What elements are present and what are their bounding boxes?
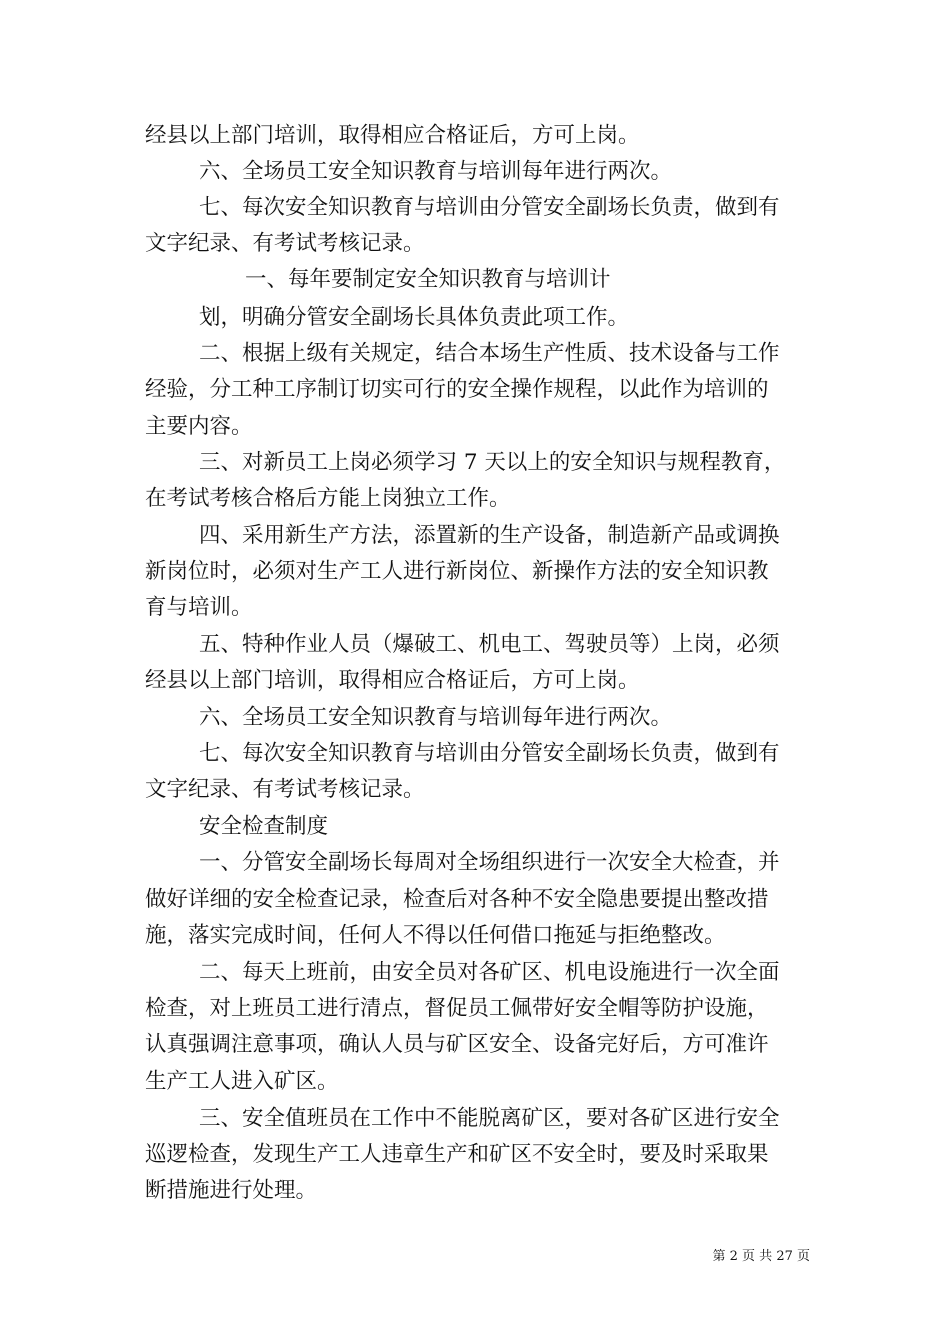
text-line: 巡逻检查，发现生产工人违章生产和矿区不安全时，要及时采取果: [145, 1142, 769, 1167]
text-line: 一、每年要制定安全知识教育与培训计: [245, 267, 611, 292]
text-line: 七、每次安全知识教育与培训由分管安全副场长负责，做到有: [199, 741, 780, 766]
text-line: 经县以上部门培训，取得相应合格证后，方可上岗。: [145, 123, 640, 148]
text-line: 经县以上部门培训，取得相应合格证后，方可上岗。: [145, 668, 640, 693]
text-line: 主要内容。: [145, 414, 253, 439]
text-line: 检查，对上班员工进行清点，督促员工佩带好安全帽等防护设施，: [145, 996, 769, 1021]
page-number: 第 2 页 共 27 页: [712, 1249, 810, 1264]
text-line: 施，落实完成时间，任何人不得以任何借口拖延与拒绝整改。: [145, 923, 726, 948]
text-line: 划，明确分管安全副场长具体负责此项工作。: [199, 305, 630, 330]
text-line: 六、全场员工安全知识教育与培训每年进行两次。: [199, 159, 673, 184]
text-line: 五、特种作业人员（爆破工、机电工、驾驶员等）上岗，必须: [199, 632, 780, 657]
text-line: 经验，分工种工序制订切实可行的安全操作规程，以此作为培训的: [145, 377, 769, 402]
text-line: 做好详细的安全检查记录，检查后对各种不安全隐患要提出整改措: [145, 887, 769, 912]
text-line: 新岗位时，必须对生产工人进行新岗位、新操作方法的安全知识教: [145, 559, 769, 584]
text-line: 三、安全值班员在工作中不能脱离矿区，要对各矿区进行安全: [199, 1106, 780, 1131]
text-line: 二、每天上班前，由安全员对各矿区、机电设施进行一次全面: [199, 960, 780, 985]
text-line: 四、采用新生产方法，添置新的生产设备，制造新产品或调换: [199, 523, 780, 548]
text-line: 六、全场员工安全知识教育与培训每年进行两次。: [199, 705, 673, 730]
text-line: 一、分管安全副场长每周对全场组织进行一次安全大检查，并: [199, 850, 780, 875]
text-line: 生产工人进入矿区。: [145, 1069, 339, 1094]
text-line: 七、每次安全知识教育与培训由分管安全副场长负责，做到有: [199, 195, 780, 220]
text-line: 育与培训。: [145, 595, 253, 620]
section-heading: 安全检查制度: [199, 814, 329, 839]
text-line: 文字纪录、有考试考核记录。: [145, 231, 425, 256]
text-line: 在考试考核合格后方能上岗独立工作。: [145, 486, 511, 511]
text-line: 认真强调注意事项，确认人员与矿区安全、设备完好后，方可准许: [145, 1032, 769, 1057]
text-line: 三、对新员工上岗必须学习 7 天以上的安全知识与规程教育，: [199, 450, 786, 475]
text-line: 断措施进行处理。: [145, 1178, 318, 1203]
text-line: 文字纪录、有考试考核记录。: [145, 777, 425, 802]
text-line: 二、根据上级有关规定，结合本场生产性质、技术设备与工作: [199, 341, 780, 366]
